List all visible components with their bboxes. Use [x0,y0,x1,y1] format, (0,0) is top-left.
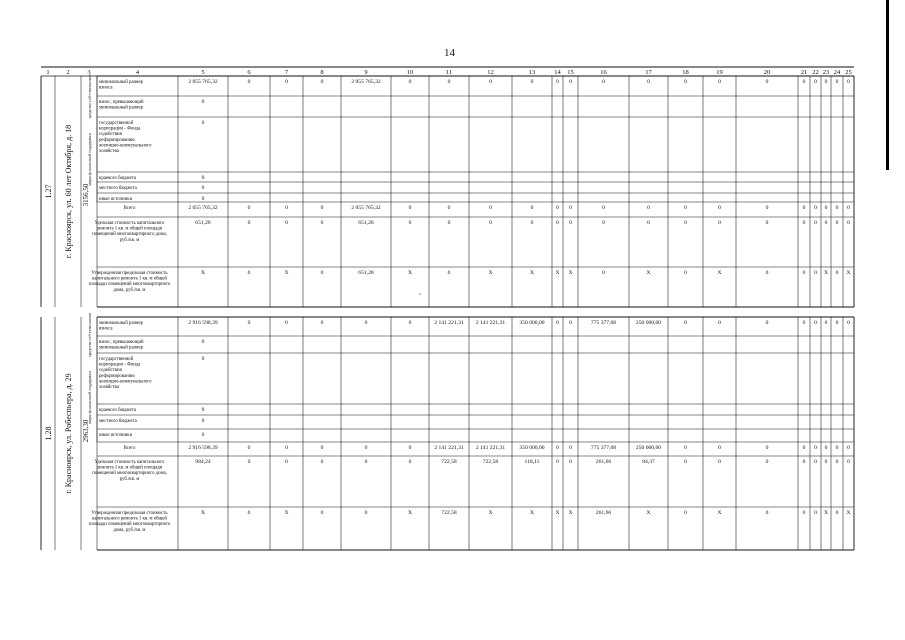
cell-value: 722,58 [441,510,457,516]
cell-value: 0 [556,79,559,85]
cell-value: 0 [602,205,605,211]
column-number: 21 [800,69,808,76]
cell-value: 0 [802,79,806,85]
cell-value: 0 [447,270,451,276]
row-label: местного бюджета [99,419,137,424]
cell-value: 0 [556,445,559,451]
row-label: взнос, превышающий минимальный размер [99,340,144,351]
cell-value: 651,28 [195,220,211,226]
cell-value: 0 [684,320,687,326]
cell-value: 0 [569,220,572,226]
column-number: 9 [364,69,368,76]
cell-value: 0 [802,205,806,211]
cell-value: 0 [408,445,412,451]
cell-value: 0 [835,270,839,276]
cell-value: 0 [802,445,806,451]
cell-value: 0 [802,220,806,226]
cell-value: 350 000,00 [519,320,545,326]
cell-value: 0 [320,205,324,211]
cell-value: 0 [814,270,817,276]
column-number: 5 [201,69,205,76]
row-label: Утвержденная предельная стоимость капитального ремонта 1 кв. м общей площади помещений многоквартирного дома, руб./кв. м [88,511,171,533]
cell-value: 0 [201,99,205,105]
cell-value: 0 [718,445,721,451]
cell-value: 0 [684,270,687,276]
cell-value: 2 141 221,31 [475,320,506,326]
cell-value: 0 [765,79,769,85]
column-number: 14 [554,69,561,76]
cell-value: X [646,270,651,276]
cell-value: 0 [814,445,817,451]
cell-value: 0 [718,220,721,226]
cell-value: 0 [835,320,839,326]
cell-value: 0 [569,459,572,465]
cell-value: 0 [201,356,205,362]
column-number: 4 [135,69,140,76]
column-number: 24 [833,69,841,76]
cell-value: 2 055 765,32 [188,205,218,211]
column-number: 11 [445,69,453,76]
cell-value: X [846,270,851,276]
cell-value: 0 [201,175,205,181]
cell-value: X [529,270,535,276]
cell-value: 0 [765,205,769,211]
cell-value: 261,66 [595,459,612,465]
row-label: минимальный размер взноса [99,80,143,91]
cell-value: 0 [530,205,534,211]
cell-value: 0 [847,459,850,465]
cell-value: X [407,510,413,516]
cell-value: 0 [569,79,572,85]
cell-value: 0 [201,407,205,413]
column-number: 25 [845,69,852,76]
cell-value: 0 [684,220,687,226]
cell-value: 0 [847,320,850,326]
cell-value: 0 [201,196,205,202]
cell-value: 651,28 [358,270,374,276]
cell-value: 0 [408,459,412,465]
cell-value: X [284,510,289,516]
cell-value: 261,66 [595,510,612,516]
column-number: 13 [528,69,536,76]
cell-value: 0 [556,459,559,465]
cell-value: 0 [530,220,534,226]
cell-value: 0 [824,320,828,326]
cell-value: 0 [718,79,721,85]
cell-value: 0 [320,459,324,465]
row-label: местного бюджета [99,186,137,191]
cell-value: X [846,510,851,516]
cell-value: X [717,510,722,516]
building-address: г. Красноярск, ул. Робеспьера, д. 29 [64,373,73,494]
row-label: краевого бюджета [99,176,136,181]
cell-value: 984,24 [195,459,211,465]
cell-value: 0 [718,459,721,465]
cell-value: 0 [835,445,839,451]
column-number: 8 [320,69,324,76]
cell-value: 0 [718,320,721,326]
cell-value: 0 [201,432,205,438]
page-number: 14 [444,47,455,59]
cell-value: 2 916 598,39 [188,445,218,451]
cell-value: 651,28 [358,220,374,226]
item-number: 1.28 [44,426,53,441]
row-label: минимальный размер взноса [99,321,143,332]
cell-value: 0 [824,459,828,465]
cell-value: 0 [684,510,687,516]
cell-value: 0 [556,320,559,326]
cell-value: 0 [447,205,451,211]
cell-value: 0 [765,320,769,326]
column-number: 17 [645,69,652,76]
cell-value: 0 [489,220,492,226]
cell-value: 350 000,00 [519,445,545,451]
cell-value: 2 055 765,32 [351,205,381,211]
cell-value: 0 [364,510,368,516]
cell-value: 0 [201,418,205,424]
cell-value: 0 [247,445,251,451]
cell-value: 2 141 221,31 [475,445,506,451]
column-number: 19 [716,69,723,76]
cell-value: X [555,510,560,516]
column-number: 20 [763,69,771,76]
cell-value: 0 [684,445,687,451]
cell-value: 2 055 765,32 [351,79,381,85]
cell-value: 0 [802,270,806,276]
cell-value: 0 [824,79,828,85]
cell-value: 0 [320,220,324,226]
cell-value: 0 [684,79,687,85]
cell-value: 0 [569,205,572,211]
cell-value: 0 [247,205,251,211]
cell-value: 0 [285,445,288,451]
cell-value: 0 [835,459,839,465]
cell-value: 0 [814,459,817,465]
cell-value: 0 [247,510,251,516]
cell-value: 0 [408,79,412,85]
column-number: 22 [812,69,819,76]
stray-mark [419,293,420,294]
row-label: Всего [123,446,136,451]
cell-value: 0 [835,79,839,85]
cell-value: 0 [320,79,324,85]
group-owner-label: средства соб-ственников [87,74,92,119]
column-number: 7 [284,69,289,76]
column-number: 16 [600,69,607,76]
cell-value: 0 [684,459,687,465]
cell-value: 0 [408,205,412,211]
cell-value: 722,58 [441,459,457,465]
cell-value: 0 [408,320,412,326]
cell-value: 0 [285,320,288,326]
cell-value: 0 [201,185,205,191]
cell-value: 775 377,08 [590,320,617,326]
cell-value: 0 [765,510,769,516]
cell-value: X [284,270,289,276]
cell-value: 250 000,00 [635,445,662,451]
cell-value: 0 [569,445,572,451]
column-number: 15 [567,69,574,76]
cell-value: 0 [684,205,687,211]
cell-value: 0 [602,220,605,226]
item-number: 1.27 [44,184,53,199]
cell-value: 0 [835,205,839,211]
cell-value: 0 [647,220,650,226]
cell-value: 0 [847,79,850,85]
cell-value: 0 [285,205,288,211]
cell-value: 0 [247,459,251,465]
cell-value: 0 [814,205,817,211]
cell-value: 0 [647,205,650,211]
row-label: Удельная стоимость капитального ремонта 1 кв. м общей площади помещений многоквартирного дома, руб./кв. м [92,460,167,482]
cell-value: 0 [814,79,817,85]
cell-value: X [717,270,722,276]
row-label: краевого бюджета [99,408,136,413]
column-number: 18 [682,69,689,76]
cell-value: 0 [569,320,572,326]
cell-value: X [529,510,535,516]
cell-value: 0 [364,459,368,465]
cell-value: 0 [602,79,605,85]
cell-value: 0 [285,220,288,226]
column-number: 6 [247,69,251,76]
cell-value: X [823,270,829,276]
cell-value: X [823,510,829,516]
cell-value: 2 055 765,32 [188,79,218,85]
cell-value: 0 [285,79,288,85]
row-label: государственной корпорации - Фонда содействия реформированию жилищно-коммунального хозяйства [99,121,152,154]
cell-value: 722,58 [482,459,499,465]
cell-value: 0 [320,510,324,516]
cell-value: 0 [247,79,251,85]
cell-value: 0 [824,205,828,211]
row-label: взнос, превышающий минимальный размер [99,100,144,111]
cell-value: 0 [489,205,492,211]
cell-value: 0 [201,120,205,126]
group-support-label: меры финансовой поддержки [87,133,92,186]
cell-value: 84,37 [642,459,655,465]
row-label: Всего [123,206,136,211]
cell-value: 0 [285,459,288,465]
cell-value: X [488,510,493,516]
cell-value: 0 [835,220,839,226]
cell-value: 0 [320,270,324,276]
column-number: 2 [66,69,70,76]
cell-value: 0 [364,320,368,326]
cell-value: 0 [814,510,817,516]
cell-value: 0 [824,445,828,451]
group-owner-label: средства соб-ственников [87,313,92,357]
cell-value: 0 [247,320,251,326]
cell-value: 0 [364,445,368,451]
building-address: г. Красноярск, ул. 60 лет Октября, д. 18 [64,124,73,259]
cell-value: 0 [489,79,492,85]
cell-value: 0 [602,270,605,276]
cell-value: 0 [447,220,451,226]
row-label: иные источники [99,433,133,438]
column-number: 3 [87,69,91,76]
cell-value: 118,11 [524,459,540,465]
cell-value: X [200,270,206,276]
row-label: иные источники [99,197,133,202]
cell-value: X [568,510,573,516]
column-number: 23 [822,69,830,76]
cell-value: 2 916 598,39 [188,320,218,326]
total-area: 2963,30 [82,419,90,443]
cell-value: 0 [447,79,451,85]
cell-value: 0 [802,320,806,326]
cell-value: 0 [765,270,769,276]
row-label: государственной корпорации - Фонда содействия реформированию жилищно-коммунального хозяйства [99,357,152,390]
cell-value: 0 [765,445,769,451]
column-number: 12 [487,69,494,76]
cell-value: 0 [647,79,650,85]
cell-value: 0 [718,205,721,211]
cell-value: 0 [247,220,251,226]
cell-value: 0 [320,445,324,451]
column-number: 10 [406,69,414,76]
cell-value: 0 [847,205,850,211]
cell-value: 0 [765,459,769,465]
cell-value: X [200,510,206,516]
group-support-label: меры финансовой поддержки [87,371,92,424]
cell-value: 0 [765,220,769,226]
cell-value: 0 [408,220,412,226]
column-number: 1 [46,69,50,76]
cell-value: 0 [814,220,817,226]
row-label: Удельная стоимость капитального ремонта 1 кв. м общей площади помещений многоквартирного дома, руб./кв. м [92,221,167,243]
cell-value: 0 [835,510,839,516]
total-area: 3156,50 [82,183,90,207]
cell-value: X [646,510,651,516]
cell-value: 0 [802,459,806,465]
cell-value: 0 [320,320,324,326]
cell-value: 0 [556,220,559,226]
cell-value: 0 [824,220,828,226]
cell-value: 0 [802,510,806,516]
cell-value: 0 [847,220,850,226]
cell-value: 2 141 221,31 [434,320,464,326]
cell-value: 0 [814,320,817,326]
cell-value: 775 377,08 [590,445,617,451]
cell-value: 0 [247,270,251,276]
cell-value: 2 141 221,31 [434,445,464,451]
cell-value: 0 [847,445,850,451]
cell-value: X [407,270,413,276]
cell-value: 0 [201,339,205,345]
cell-value: X [555,270,560,276]
cell-value: X [568,270,573,276]
cell-value: 250 000,00 [635,320,662,326]
cell-value: 0 [556,205,559,211]
row-label: Утвержденная предельная стоимость капитального ремонта 1 кв. м общей площади помещений многоквартирного дома, руб./кв. м [88,271,171,293]
cell-value: X [488,270,493,276]
cell-value: 0 [530,79,534,85]
